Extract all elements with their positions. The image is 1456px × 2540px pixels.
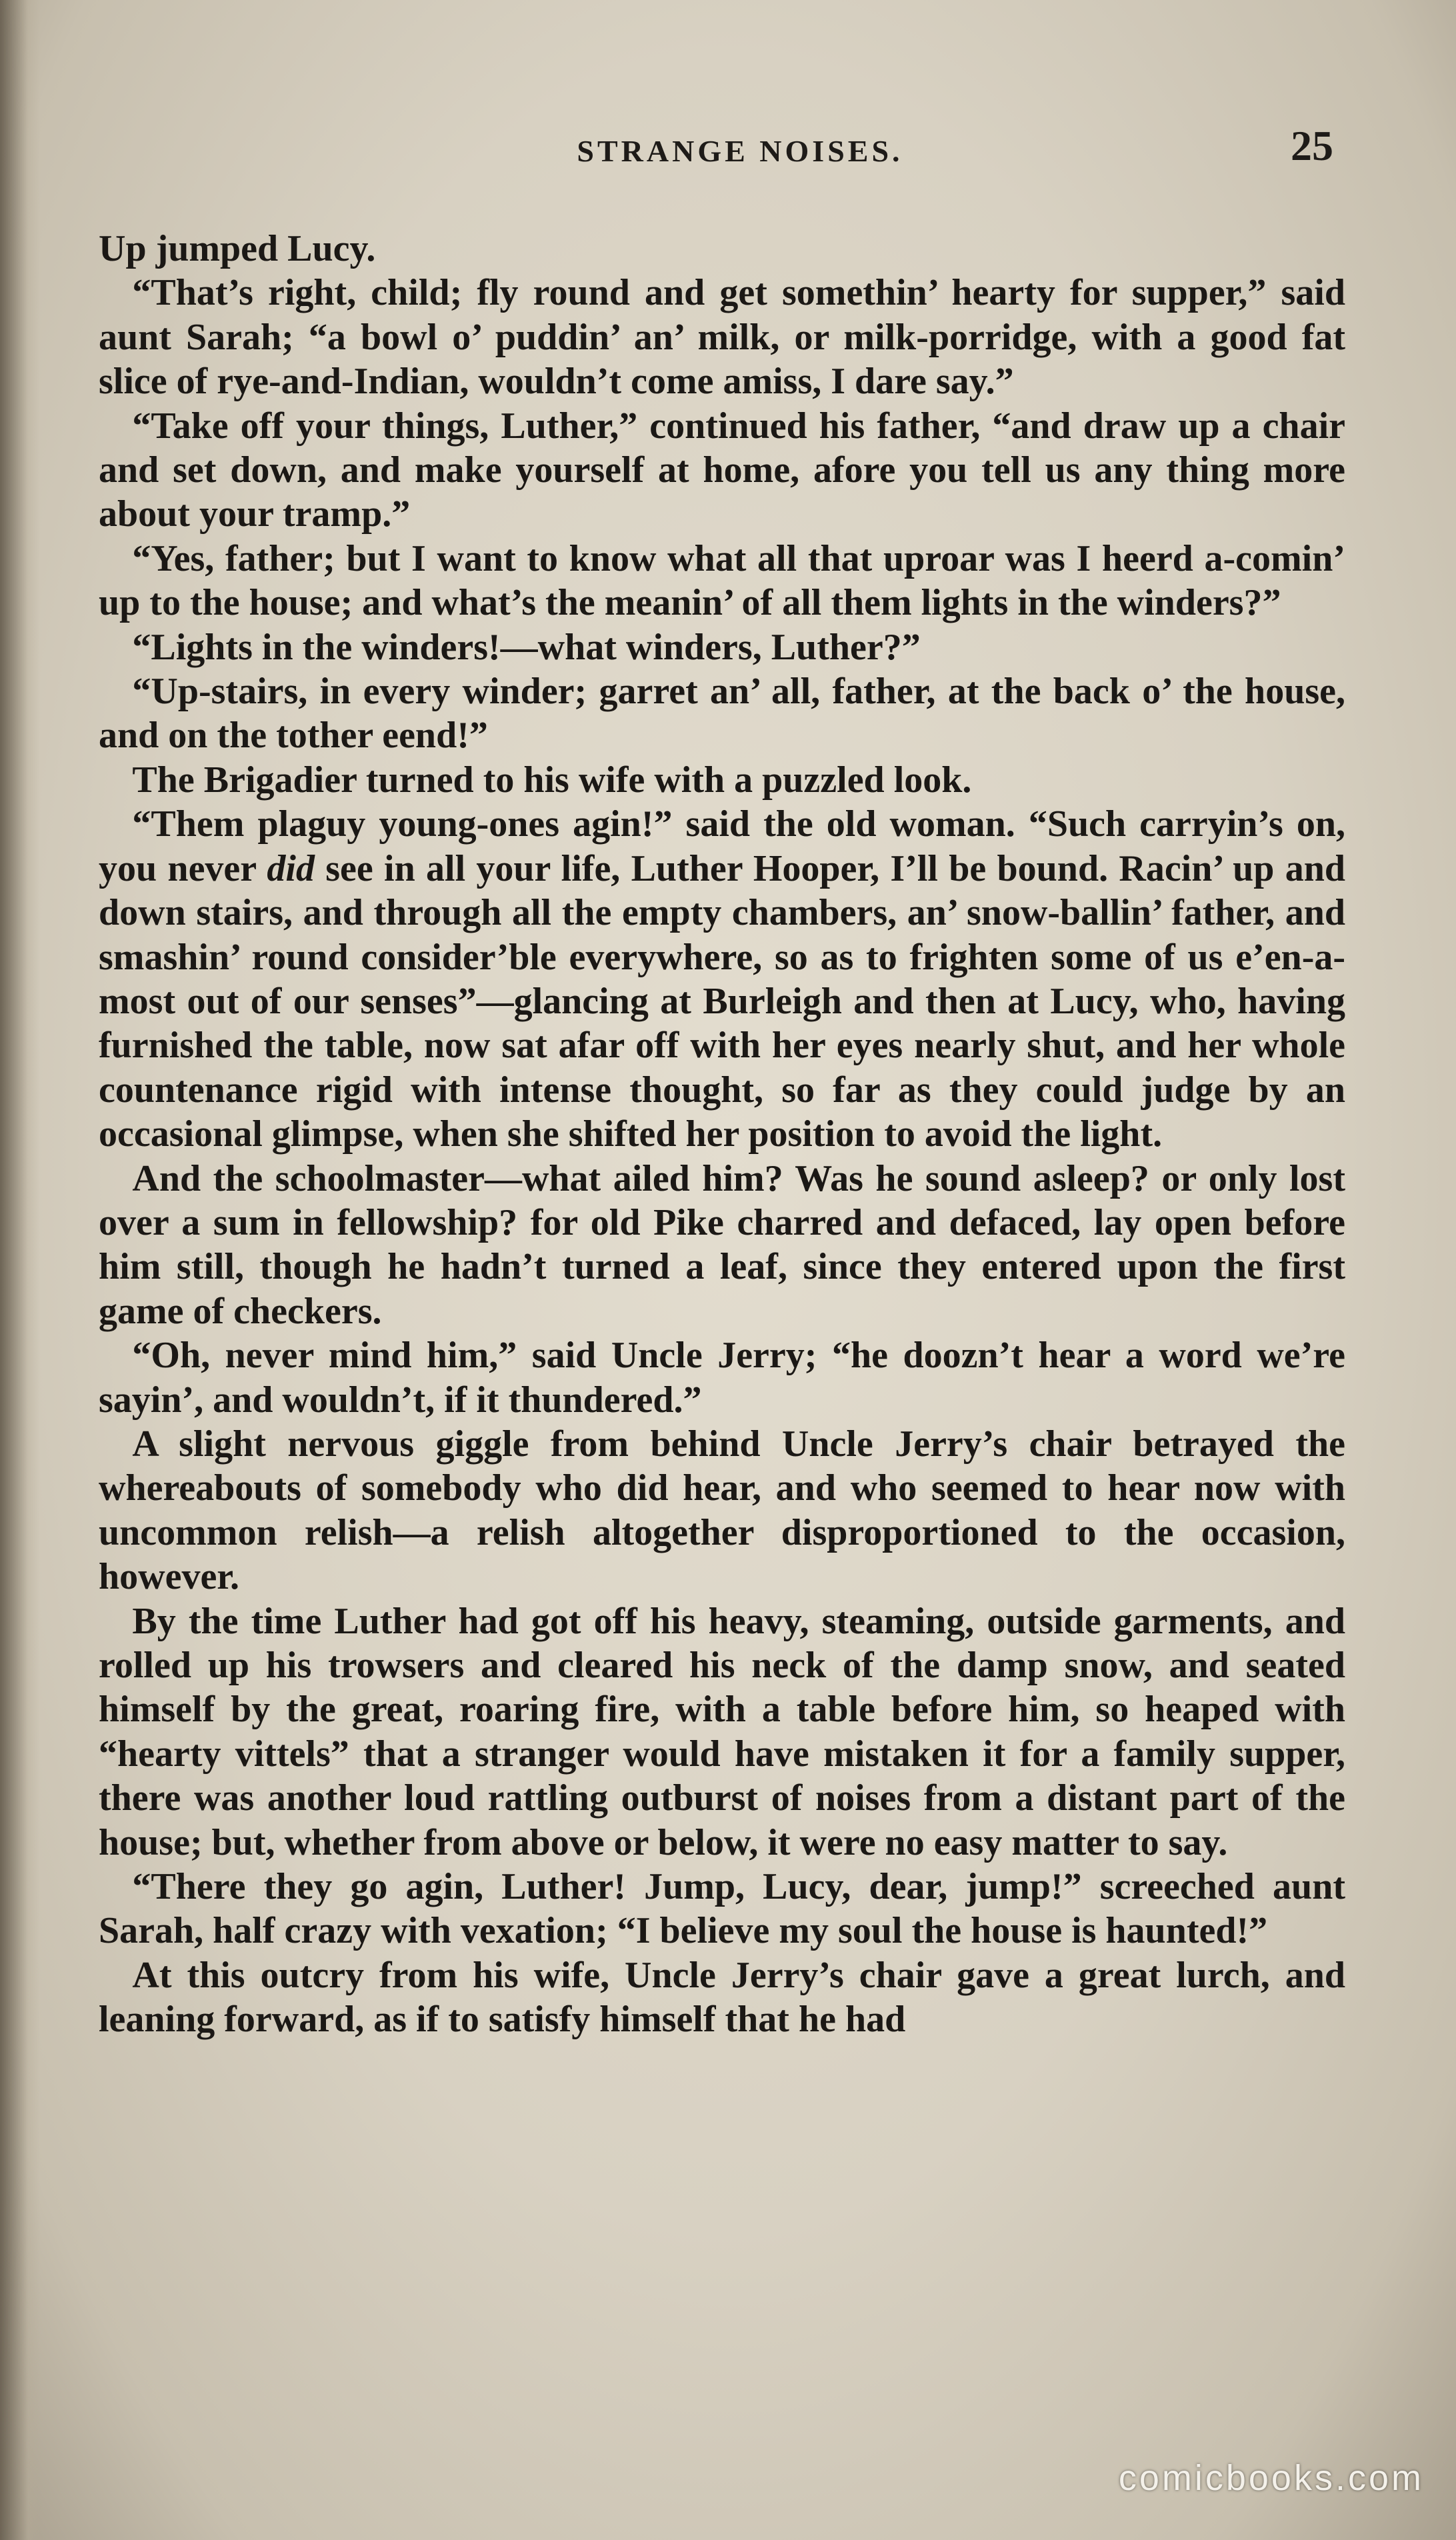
- paragraph: “Lights in the winders!—what winders, Luther?”: [132, 626, 921, 668]
- page-number: 25: [1291, 122, 1333, 169]
- paragraph: By the time Luther had got off his heavy, steaming, outside garments, and rolled up his trowsers and cleared his neck of the damp snow, and seated himself by the great, roaring fire, with a table before him, so heaped with “hearty vittels” that a stranger would have mistaken it for a family supper, there was another loud rattling outburst of noises from a distant part of the house; but, whether from above or below, it were no easy matter to say.: [99, 1600, 1345, 1863]
- paragraph: “Take off your things, Luther,” continued his father, “and draw up a chair and set down, and make yourself at home, afore you tell us any thing more about your tramp.”: [99, 405, 1345, 535]
- body-text: [99, 227, 1345, 2042]
- site-watermark: comicbooks.com: [1118, 2458, 1424, 2498]
- paragraph: The Brigadier turned to his wife with a puzzled look.: [132, 759, 972, 801]
- paragraph: And the schoolmaster—what ailed him? Was he sound asleep? or only lost over a sum in fellowship? for old Pike charred and defaced, lay open before him still, though he hadn’t turned a leaf, since they entered upon the first game of checkers.: [99, 1157, 1345, 1332]
- page-header: [100, 122, 1353, 187]
- paragraph: “Up-stairs, in every winder; garret an’ all, father, at the back o’ the house, and on the tother eend!”: [99, 671, 1345, 757]
- emphasis: did: [267, 847, 315, 889]
- paragraph-text: “Them plaguy young-ones agin!” said the old woman. “Such carryin’s on, you never: [99, 803, 1345, 889]
- paragraph: “There they go agin, Luther! Jump, Lucy, dear, jump!” screeched aunt Sarah, half crazy with vexation; “I believe my soul the house is haunted!”: [99, 1866, 1345, 1952]
- paragraph: “Oh, never mind him,” said Uncle Jerry; “he doozn’t hear a word we’re sayin’, and wouldn’t, if it thundered.”: [99, 1335, 1345, 1421]
- running-head: STRANGE NOISES.: [577, 134, 903, 168]
- page-edge-shadow: [0, 0, 40, 2540]
- paragraph: “That’s right, child; fly round and get somethin’ hearty for supper,” said aunt Sarah; “a bowl o’ puddin’ an’ milk, or milk-porridge, with a good fat slice of rye-and-Indian, wouldn’t come amiss, I dare say.”: [99, 272, 1345, 403]
- paragraph: Up jumped Lucy.: [99, 228, 376, 269]
- paragraph: At this outcry from his wife, Uncle Jerry’s chair gave a great lurch, and leaning forward, as if to satisfy himself that he had: [99, 1954, 1345, 2041]
- paragraph: A slight nervous giggle from behind Uncle Jerry’s chair betrayed the whereabouts of somebody who did hear, and who seemed to hear now with uncommon relish—a relish altogether disproportioned to the occasion, however.: [99, 1423, 1345, 1598]
- paragraph: [99, 802, 1345, 1156]
- paragraph-text: see in all your life, Luther Hooper, I’ll be bound. Racin’ up and down stairs, and through all the empty chambers, an’ snow-ballin’ father, and smashin’ round consider’ble everywhere, so as to frighten some of us e’en-a-most out of our senses”—glancing at Burleigh and then at Lucy, who, having furnished the table, now sat afar off with her eyes nearly shut, and her whole countenance rigid with intense thought, so far as they could judge by an occasional glimpse, when she shifted her position to avoid the light.: [99, 847, 1346, 1155]
- paragraph: “Yes, father; but I want to know what all that uproar was I heerd a-comin’ up to the house; and what’s the meanin’ of all them lights in the winders?”: [99, 537, 1345, 624]
